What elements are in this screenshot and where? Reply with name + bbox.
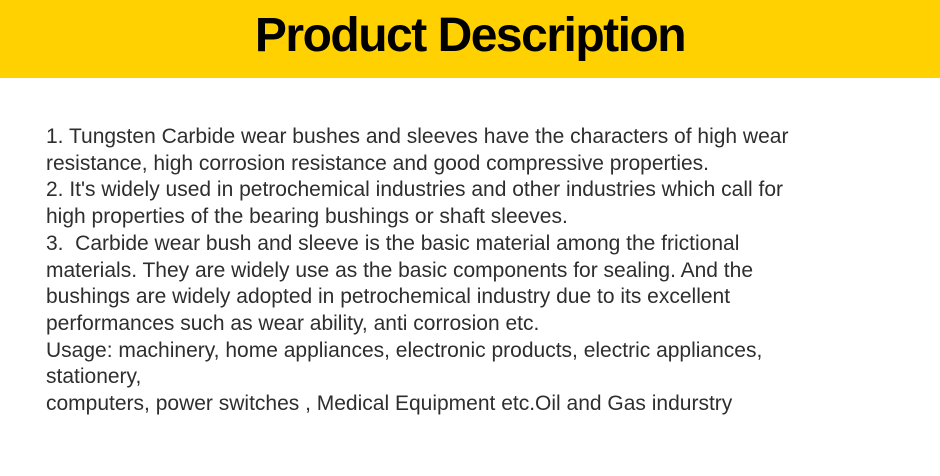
description-line: resistance, high corrosion resistance and good compressive properties. [46, 151, 710, 175]
description-line: high properties of the bearing bushings or shaft sleeves. [46, 205, 568, 229]
description-section [0, 78, 940, 418]
description-line: 1. Tungsten Carbide wear bushes and sleeves have the characters of high wear [46, 125, 789, 148]
description-line: 3. Carbide wear bush and sleeve is the basic material among the frictional [46, 231, 740, 255]
description-line: Usage: machinery, home appliances, electronic products, electric appliances, [46, 338, 763, 362]
description-line: materials. They are widely use as the basic components for sealing. And the [46, 258, 753, 282]
description-line: computers, power switches , Medical Equipment etc.Oil and Gas indurstry [46, 392, 733, 416]
description-line: bushings are widely adopted in petrochemical industry due to its excellent [46, 285, 731, 309]
description-line: 2. It's widely used in petrochemical industries and other industries which call for [46, 178, 784, 202]
product-description-banner [0, 0, 940, 78]
description-line: stationery, [46, 365, 142, 389]
description-line: performances such as wear ability, anti corrosion etc. [46, 311, 540, 335]
banner-title: Product Description [254, 9, 686, 62]
